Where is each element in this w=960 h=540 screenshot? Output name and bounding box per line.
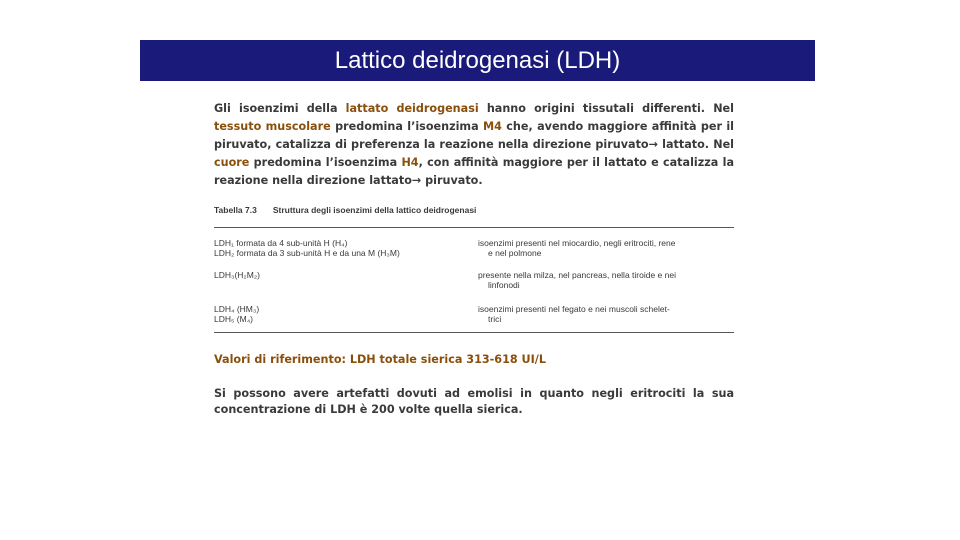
intro-text: predomina l’isoenzima: [330, 120, 484, 133]
intro-text: hanno origini tissutali differenti. Nel: [478, 102, 734, 115]
table-cell-location: [478, 304, 734, 324]
table-cell-location: [478, 270, 734, 290]
hemolysis-note: Si possono avere artefatti dovuti ad emolisi in quanto negli eritrociti la sua concentrazione di LDH è 200 volte quella sierica.: [214, 387, 734, 416]
highlight-lattato-deidrogenasi: lattato deidrogenasi: [345, 102, 479, 115]
cell-line: e nel polmone: [488, 248, 542, 258]
isoenzyme-table: [214, 205, 734, 333]
intro-paragraph: [214, 100, 734, 190]
cell-line: LDH₄ (HM₃): [214, 304, 260, 314]
cell-line: linfonodi: [488, 280, 520, 290]
slide-title: Lattico deidrogenasi (LDH): [334, 46, 621, 74]
reference-values: Valori di riferimento: LDH totale sierica 313-618 UI/L: [214, 353, 547, 366]
table-caption-text: Struttura degli isoenzimi della lattico deidrogenasi: [272, 205, 477, 215]
cell-line: trici: [488, 314, 502, 324]
slide-content: [214, 100, 734, 429]
highlight-m4: M4: [483, 120, 502, 133]
intro-text: Gli isoenzimi della: [214, 102, 346, 115]
table-caption: [214, 205, 734, 228]
table-cell-structure: [214, 304, 478, 324]
cell-line: presente nella milza, nel pancreas, nella tiroide e nei: [478, 270, 676, 280]
highlight-h4: H4: [401, 156, 419, 169]
table-row: [214, 258, 734, 290]
table-cell-structure: [214, 238, 478, 258]
intro-text: , con affinità maggiore per il lattato e catalizza la reazione nella direzione lattato→ piruvato.: [214, 156, 734, 187]
cell-line: LDH₂ formata da 3 sub-unità H e da una M (H₃M): [214, 248, 400, 258]
intro-text: predomina l’isoenzima: [249, 156, 402, 169]
cell-line: LDH₃(H₂M₂): [214, 270, 260, 280]
cell-line: LDH₅ (M₄): [214, 314, 254, 324]
highlight-tessuto-muscolare: tessuto muscolare: [214, 120, 331, 133]
cell-line: LDH₁ formata da 4 sub-unità H (H₄): [214, 238, 348, 248]
table-label: Tabella 7.3: [214, 205, 257, 215]
table-cell-location: [478, 238, 734, 258]
table-row: [214, 228, 734, 258]
highlight-cuore: cuore: [214, 156, 250, 169]
table-row: [214, 290, 734, 333]
cell-line: isoenzimi presenti nel miocardio, negli eritrociti, rene: [478, 238, 676, 248]
cell-line: isoenzimi presenti nel fegato e nei muscoli schelet-: [478, 304, 670, 314]
title-bar: [140, 40, 815, 81]
table-cell-structure: [214, 270, 478, 290]
intro-text: che, avendo maggiore affinità per il piruvato, catalizza di preferenza la reazione nella direzione piruvato→ lattato. Nel: [214, 120, 735, 151]
